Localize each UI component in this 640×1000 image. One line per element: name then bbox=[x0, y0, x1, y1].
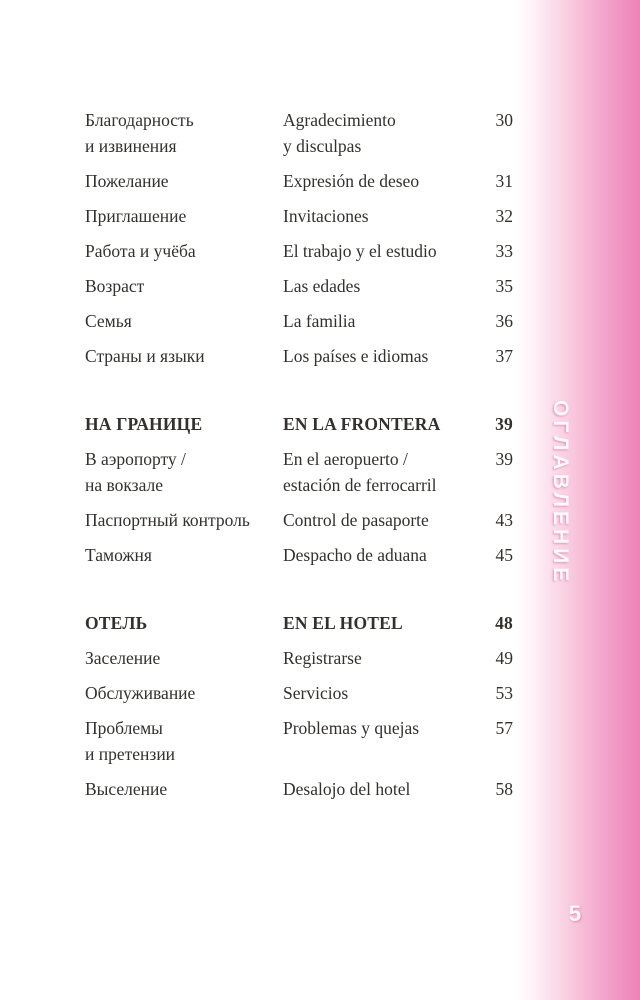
toc-row bbox=[85, 507, 513, 533]
toc-spanish-label: Los países e idiomas bbox=[283, 346, 429, 366]
toc-russian-label: Паспортный контроль bbox=[85, 510, 250, 530]
toc-row bbox=[85, 610, 513, 636]
toc-page-number: 53 bbox=[495, 683, 513, 703]
toc-russian-label: Пожелание bbox=[85, 171, 169, 191]
toc-russian-label: Приглашение bbox=[85, 206, 187, 226]
table-of-contents bbox=[85, 107, 513, 811]
toc-spanish-label: Agradecimiento y disculpas bbox=[283, 110, 396, 156]
toc-russian-label: В аэропорту / на вокзале bbox=[85, 449, 186, 495]
toc-row bbox=[85, 715, 513, 767]
toc-row bbox=[85, 343, 513, 369]
toc-page-number: 48 bbox=[495, 613, 513, 633]
toc-spanish-label: EN LA FRONTERA bbox=[283, 414, 441, 434]
toc-page-number: 30 bbox=[495, 110, 513, 130]
toc-spanish-label: El trabajo y el estudio bbox=[283, 241, 437, 261]
toc-spanish-label: Las edades bbox=[283, 276, 361, 296]
toc-russian-label: ОТЕЛЬ bbox=[85, 613, 148, 633]
toc-row bbox=[85, 542, 513, 568]
toc-russian-label: Работа и учёба bbox=[85, 241, 196, 261]
toc-spanish-label: Despacho de aduana bbox=[283, 545, 427, 565]
toc-spanish-label: Desalojo del hotel bbox=[283, 779, 411, 799]
toc-row bbox=[85, 203, 513, 229]
toc-row bbox=[85, 168, 513, 194]
page-number: 5 bbox=[568, 901, 582, 926]
toc-page-number: 39 bbox=[495, 449, 513, 469]
toc-russian-label: Выселение bbox=[85, 779, 168, 799]
toc-spanish-label: EN EL HOTEL bbox=[283, 613, 403, 633]
toc-spanish-label: Servicios bbox=[283, 683, 349, 703]
toc-row bbox=[85, 308, 513, 334]
toc-russian-label: Обслуживание bbox=[85, 683, 196, 703]
toc-spanish-label: Problemas y quejas bbox=[283, 718, 420, 738]
toc-row bbox=[85, 446, 513, 498]
toc-page-number: 45 bbox=[495, 545, 513, 565]
toc-russian-label: Страны и языки bbox=[85, 346, 205, 366]
toc-spanish-label: Invitaciones bbox=[283, 206, 369, 226]
toc-page-number: 35 bbox=[495, 276, 513, 296]
toc-page-number: 33 bbox=[495, 241, 513, 261]
toc-spanish-label: Expresión de deseo bbox=[283, 171, 420, 191]
toc-page-number: 32 bbox=[495, 206, 513, 226]
toc-page-number: 37 bbox=[495, 346, 513, 366]
toc-russian-label: Таможня bbox=[85, 545, 152, 565]
toc-page-number: 58 bbox=[495, 779, 513, 799]
toc-spanish-label: Control de pasaporte bbox=[283, 510, 429, 530]
toc-page-number: 57 bbox=[495, 718, 513, 738]
toc-row bbox=[85, 238, 513, 264]
toc-page-number: 31 bbox=[495, 171, 513, 191]
toc-russian-label: Заселение bbox=[85, 648, 161, 668]
toc-page-number: 36 bbox=[495, 311, 513, 331]
toc-russian-label: НА ГРАНИЦЕ bbox=[85, 414, 203, 434]
toc-spanish-label: La familia bbox=[283, 311, 356, 331]
toc-russian-label: Возраст bbox=[85, 276, 145, 296]
toc-spanish-label: Registrarse bbox=[283, 648, 362, 668]
toc-row bbox=[85, 411, 513, 437]
chapter-tab-label: ОГЛАВЛЕНИЕ bbox=[549, 400, 572, 586]
toc-spanish-label: En el aeropuerto / estación de ferrocarril bbox=[283, 449, 437, 495]
toc-russian-label: Проблемы и претензии bbox=[85, 718, 176, 764]
toc-russian-label: Благодарность и извинения bbox=[85, 110, 194, 156]
toc-page-number: 49 bbox=[495, 648, 513, 668]
toc-row bbox=[85, 776, 513, 802]
toc-row bbox=[85, 645, 513, 671]
chapter-edge-band bbox=[516, 0, 640, 1000]
toc-russian-label: Семья bbox=[85, 311, 132, 331]
toc-page-number: 39 bbox=[495, 414, 513, 434]
toc-row bbox=[85, 273, 513, 299]
toc-row bbox=[85, 107, 513, 159]
toc-page-number: 43 bbox=[495, 510, 513, 530]
toc-row bbox=[85, 680, 513, 706]
